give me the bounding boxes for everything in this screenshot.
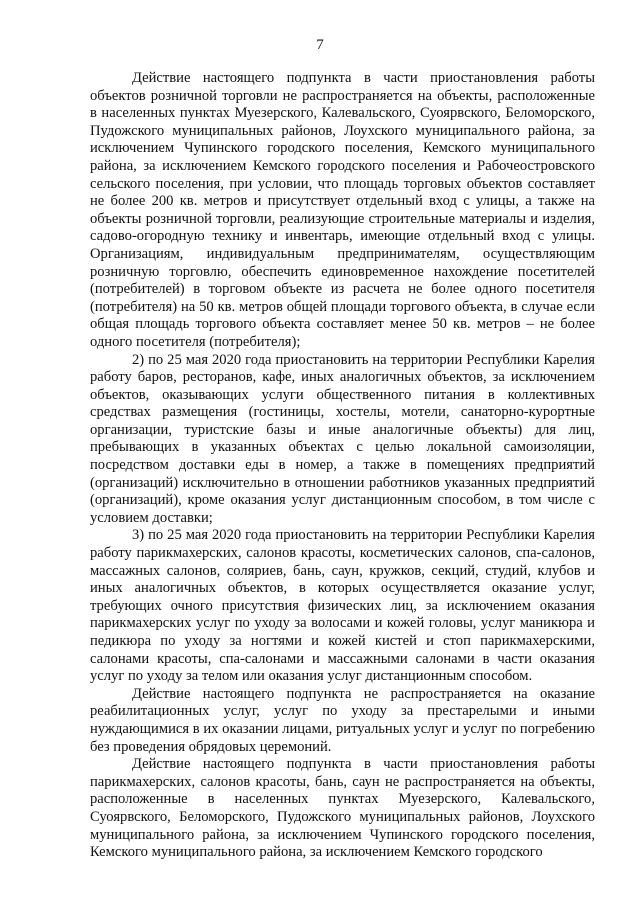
paragraph-item-3-services: 3) по 25 мая 2020 года приостановить на территории Республики Карелия работу парикмахерских, салонов красоты, косметических салонов, спа-салонов, массажных салонов, соляриев, бань, саун, кружков, секций, студий, клубов и иных аналогичных объектов, в которых осуществляется оказание услуг, требующих очного присутствия физических лиц, за исключением оказания парикмахерских услуг по уходу за волосами и кожей головы, услуг маникюра и педикюра по уходу за ногтями и кожей кистей и стоп парикмахерскими, салонами красоты, спа-салонами и массажными салонами в части оказания услуг по уходу за телом или оказания услуг дистанционным способом. — [90, 527, 595, 685]
paragraph-item-3-exception: Действие настоящего подпункта не распространяется на оказание реабилитационных услуг, услуг по уходу за престарелыми и иными нуждающимися в их оказании лицами, ритуальных услуг и услуг по погребению без проведения обрядовых церемоний. — [90, 685, 595, 755]
paragraph-item-2-catering: 2) по 25 мая 2020 года приостановить на территории Республики Карелия работу баров, ресторанов, кафе, иных аналогичных объектов, за исключением объектов, оказывающих услуги общественного питания в коллективных средствах размещения (гостиницы, хостелы, мотели, санаторно-курортные организации, туристские базы и иные аналогичные объекты) для лиц, пребывающих в указанных объектах с целью локальной самоизоляции, посредством доставки еды в номер, а также в помещениях предприятий (организаций) исключительно в отношении работников указанных предприятий (организаций), кроме оказания услуг дистанционным способом, в том числе с условием доставки; — [90, 351, 595, 526]
document-body — [90, 70, 595, 862]
paragraph-retail-exemption: Действие настоящего подпункта в части приостановления работы объектов розничной торговли не распространяется на объекты, расположенные в населенных пунктах Муезерского, Калевальского, Суоярвского, Беломорского, Пудожского муниципальных районов, Лоухского муниципального района, за исключением Чупинского городского поселения, Кемского муниципального района, за исключением Кемского городского поселения и Рабочеостровского сельского поселения, при условии, что площадь торговых объектов составляет не более 200 кв. метров и присутствует отдельный вход с улицы, а также на объекты розничной торговли, реализующие строительные материалы и изделия, садово-огородную технику и инвентарь, имеющие отдельный вход с улицы. Организациям, индивидуальным предпринимателям, осуществляющим розничную торговлю, обеспечить единовременное нахождение посетителей (потребителей) в торговом объекте из расчета не более одного посетителя (потребителя) на 50 кв. метров общей площади торгового объекта, в случае если общая площадь торгового объекта составляет менее 50 кв. метров – не более одного посетителя (потребителя); — [90, 70, 595, 350]
page-number: 7 — [316, 37, 324, 53]
paragraph-item-3-territorial-exemption: Действие настоящего подпункта в части приостановления работы парикмахерских, салонов красоты, бань, саун не распространяется на объекты, расположенные в населенных пунктах Муезерского, Калевальского, Суоярвского, Беломорского, Пудожского муниципальных районов, Лоухского муниципального района, за исключением Чупинского городского поселения, Кемского муниципального района, за исключением Кемского городского — [90, 756, 595, 861]
